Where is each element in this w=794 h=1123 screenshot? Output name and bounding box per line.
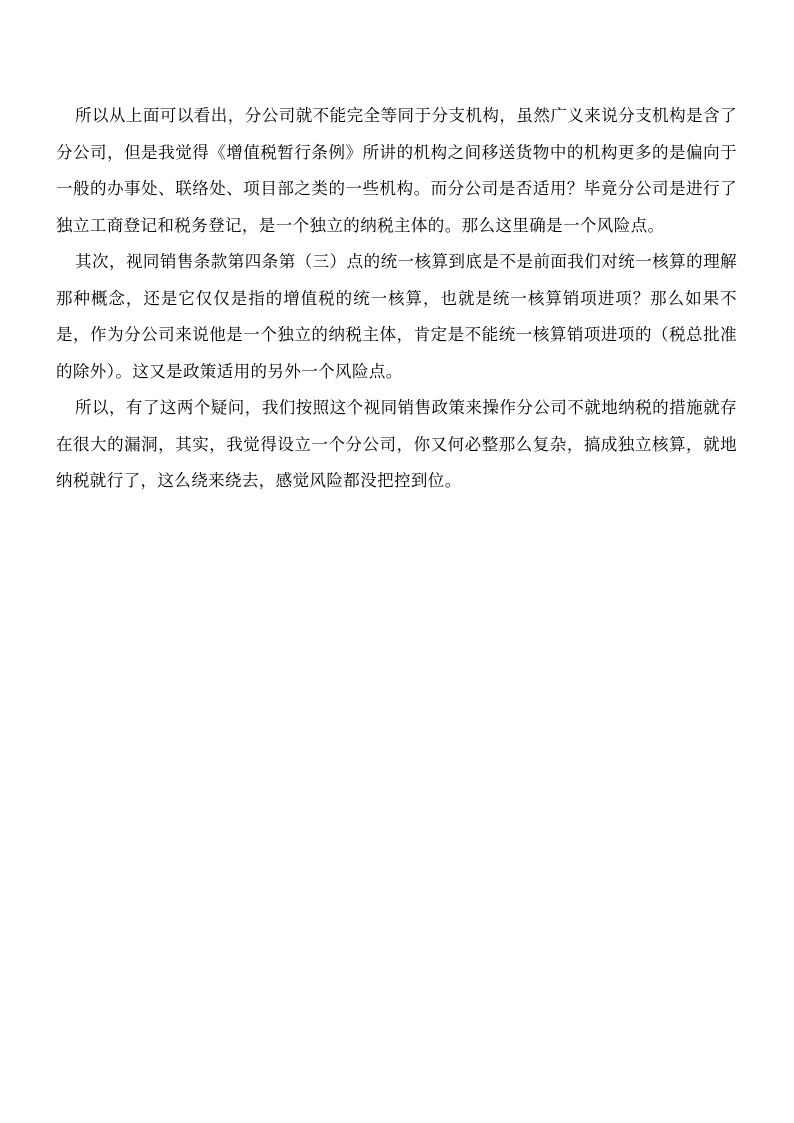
document-body bbox=[56, 98, 737, 500]
paragraph-unified-accounting: 其次，视同销售条款第四条第（三）点的统一核算到底是不是前面我们对统一核算的理解那种概念，还是它仅仅是指的增值税的统一核算，也就是统一核算销项进项？那么如果不是，作为分公司来说他是一个独立的纳税主体，肯定是不能统一核算销项进项的（税总批准的除外）。这又是政策适用的另外一个风险点。 bbox=[56, 252, 737, 381]
paragraph-branch-vs-agency: 所以从上面可以看出，分公司就不能完全等同于分支机构，虽然广义来说分支机构是含了分公司，但是我觉得《增值税暂行条例》所讲的机构之间移送货物中的机构更多的是偏向于一般的办事处、联络处、项目部之类的一些机构。而分公司是否适用？毕竟分公司是进行了独立工商登记和税务登记，是一个独立的纳税主体的。那么这里确是一个风险点。 bbox=[56, 106, 737, 235]
paragraph-conclusion: 所以，有了这两个疑问，我们按照这个视同销售政策来操作分公司不就地纳税的措施就存在很大的漏洞，其实，我觉得设立一个分公司，你又何必整那么复杂，搞成独立核算，就地纳税就行了，这么绕来绕去，感觉风险都没把控到位。 bbox=[56, 398, 737, 490]
